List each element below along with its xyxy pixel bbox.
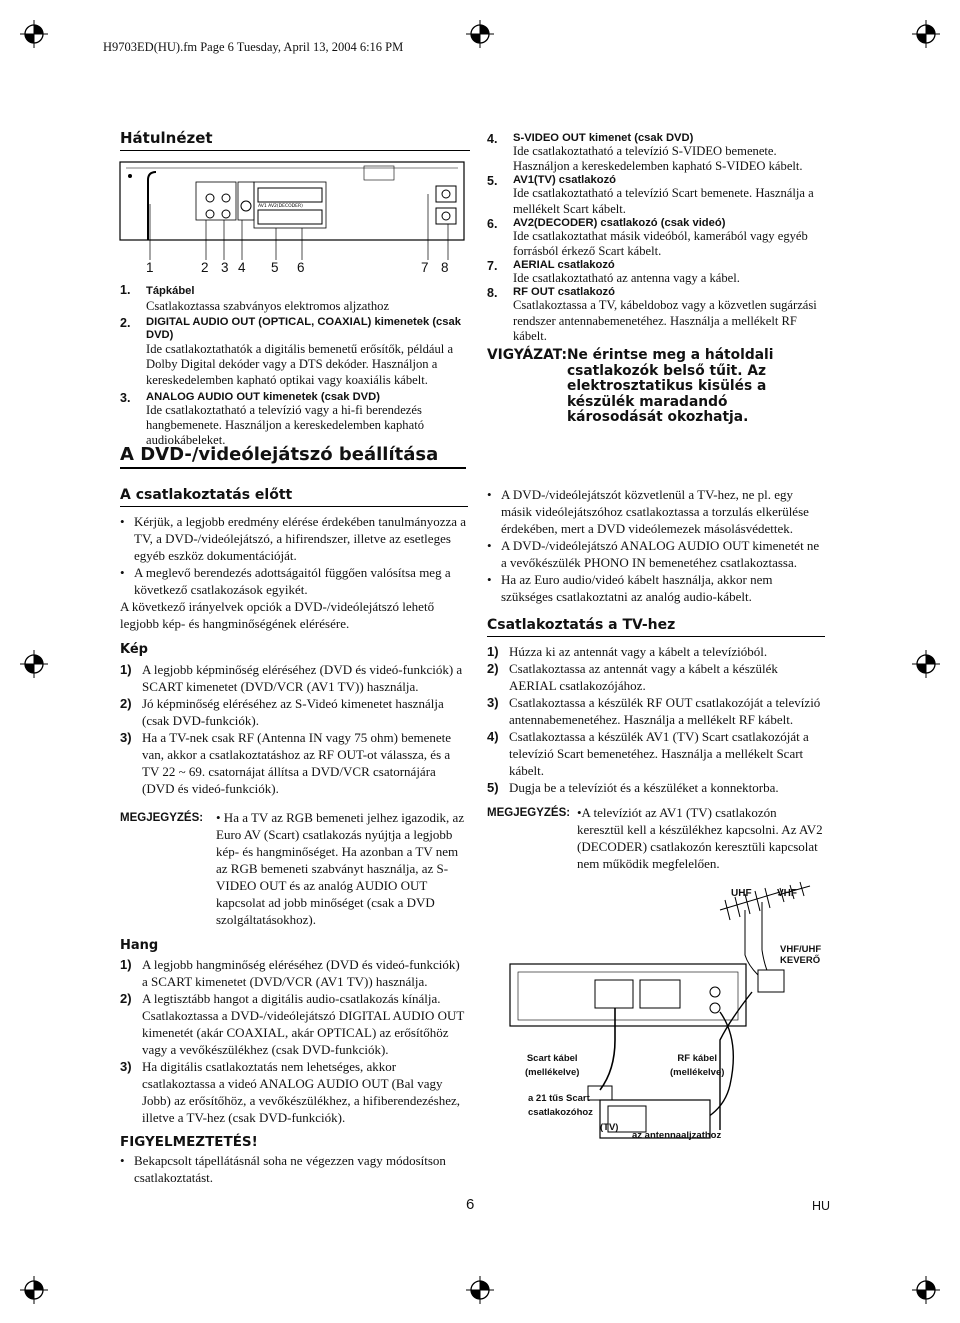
file-info-header: H9703ED(HU).fm Page 6 Tuesday, April 13, 2004 6:16 PM	[103, 40, 404, 54]
warning-label: VIGYÁZAT:	[487, 347, 567, 363]
item-title: AV2(DECODER) csatlakozó (csak videó)	[513, 216, 726, 229]
title-rule	[120, 506, 468, 507]
before-title: A csatlakoztatás előtt	[120, 487, 293, 503]
registration-mark	[20, 20, 48, 48]
caution-list	[120, 1152, 468, 1186]
item-number: 1.	[120, 283, 131, 297]
sound-list	[120, 956, 468, 1126]
list-item: 3) Ha digitális csatlakoztatás nem lehetséges, akkor csatlakoztassa a videó ANALOG AUDIO OUT (Bal vagy Jobb) az erősítőhöz, a vevőkészülékhez, a hifiberendezéshez, illetve a TV-hez (csak DVD-funkciók).	[120, 1059, 460, 1125]
registration-mark	[20, 650, 48, 678]
rear-item-8	[487, 286, 817, 344]
list-item: 1) A legjobb képminőség eléréséhez (DVD és videó-funkciók) a SCART kimenetet (DVD/VCR (AV1 TV)) használja.	[120, 662, 463, 694]
callout-6: 6	[297, 260, 305, 275]
tv-connect-title: Csatlakoztatás a TV-hez	[487, 617, 676, 633]
page-number: 6	[466, 1196, 475, 1213]
rear-item-6	[487, 217, 817, 259]
rear-item-5	[487, 174, 817, 216]
note-text: • Ha a TV az RGB bemeneti jelhez igazodik, az Euro AV (Scart) csatlakozás nyújtja a legjobb kép- és hangminőséget. Ha azonban a TV nem az RGB bemeneti szabványt használja, az S-VIDEO OUT és az analóg AUDIO OUT kapcsolat ad jobb minőséget (csak a DVD szolgáltatásokhoz).	[216, 810, 465, 927]
setup-title: A DVD-/videólejátszó beállítása	[120, 444, 439, 465]
item-title: DIGITAL AUDIO OUT (OPTICAL, COAXIAL) kimenetek (csak DVD)	[146, 316, 461, 342]
list-item: • Ha az Euro audio/videó kábelt használja, akkor nem szükséges csatlakoztatni az analóg audio-kábelt.	[487, 572, 773, 604]
setup-left-column	[120, 487, 468, 1186]
rear-items-right	[487, 132, 817, 344]
item-title: Tápkábel	[146, 285, 195, 297]
registration-mark	[466, 20, 494, 48]
note-2	[487, 804, 825, 872]
list-item: 4) Csatlakoztassa a készülék AV1 (TV) Scart csatlakozóját a televízió Scart bemenetéhez. Használja a mellékelt Scart kábelt.	[487, 729, 809, 778]
item-text: Ide csatlakoztathat másik videóból, kamerából vagy egyéb forrásból érkező Scart kábelt.	[513, 228, 808, 259]
note-label: MEGJEGYZÉS:	[487, 807, 571, 819]
item-text: Csatlakoztassa a TV, kábeldoboz vagy a közvetlen sugárzási rendszer antennabemenetéhez. Használja a mellékelt RF kábelt.	[513, 298, 817, 343]
scart-21-label: a 21 tűs Scart csatlakozóhoz	[528, 1093, 593, 1118]
rear-item-3	[120, 391, 465, 449]
list-item: • A DVD-/videólejátszót közvetlenül a TV-hez, ne pl. egy másik videólejátszóhoz csatlakoztassa a torzulás elkerülése érdekében, mert a DVD videólemezek másolásvédettek.	[487, 487, 809, 536]
callout-1: 1	[146, 260, 154, 275]
item-text: Ide csatlakoztatható a televízió Scart bemenete. Használja a mellékelt Scart kábelt.	[513, 186, 814, 216]
caution-title: FIGYELMEZTETÉS!	[120, 1134, 258, 1150]
right-bullets	[487, 486, 825, 605]
picture-list	[120, 661, 468, 797]
list-item: 2) A legtisztább hangot a digitális audio-csatlakozás kínálja. Csatlakoztassa a DVD-/videólejátszó DIGITAL AUDIO OUT kimenetét (akár COAXIAL, akár OPTICAL) az erősítőhöz vagy a vevőkészülékhez (csak DVD-funkciók).	[120, 991, 465, 1057]
item-number: 8.	[487, 286, 498, 301]
list-item: • Kérjük, a legjobb eredmény elérése érdekében tanulmányozza a TV, a DVD-/videólejátszó, a hifirendszer, illetve az esetleges egyéb eszköz dokumentációját.	[120, 514, 467, 563]
registration-mark	[466, 1276, 494, 1304]
rf-cable-label: RF kábel (mellékelve)	[670, 1053, 725, 1078]
callout-7: 7	[421, 260, 429, 275]
list-item: • Bekapcsolt tápellátásnál soha ne végezzen vagy módosítson csatlakoztatást.	[120, 1153, 446, 1185]
rear-view-title: Hátulnézet	[120, 129, 213, 147]
scart-cable-label: Scart kábel (mellékelve)	[525, 1053, 580, 1078]
callout-4: 4	[238, 260, 246, 275]
list-item: 5) Dugja be a televíziót és a készüléket a konnektorba.	[487, 780, 779, 795]
title-rule	[120, 467, 466, 469]
picture-title: Kép	[120, 642, 148, 657]
svg-text:AV1 AV2(DECODER): AV1 AV2(DECODER)	[258, 204, 303, 209]
warning-text: Ne érintse meg a hátoldali csatlakozók belső tűit. Az elektrosztatikus kisülés a készülék maradandó károsodását okozhatja.	[566, 347, 774, 425]
item-text: Csatlakoztassa szabványos elektromos aljzathoz	[146, 299, 390, 313]
item-text: Ide csatlakoztatható a televízió vagy a hi-fi berendezés hangbemenete. Használjon a kereskedelemben kapható audiokábeleket.	[146, 402, 424, 448]
title-rule	[120, 150, 470, 151]
note-text: •A televíziót az AV1 (TV) csatlakozón keresztül kell a készülékhez kapcsolni. Az AV2 (DECODER) csatlakozón keresztüli kapcsolat nem működik megfelelően.	[577, 805, 823, 871]
item-text: Ide csatlakoztathatók a digitális bemenetű erősítők, például a Dolby Digital dekóder vagy a DTS dekóder. Használjon a kereskedelemben kapható optikai vagy koaxiális kábelt.	[146, 342, 454, 387]
item-number: 4.	[487, 132, 498, 146]
item-title: AERIAL csatlakozó	[513, 259, 615, 272]
item-number: 6.	[487, 216, 498, 231]
rear-item-1	[120, 281, 465, 314]
item-number: 5.	[487, 174, 498, 189]
tv-connect-list	[487, 643, 825, 796]
list-item: 2) Csatlakoztassa az antennát vagy a kábelt a készülék AERIAL csatlakozójához.	[487, 661, 778, 693]
registration-mark	[20, 1276, 48, 1304]
rear-item-2	[120, 316, 465, 388]
list-item: 2) Jó képminőség eléréséhez az S-Videó kimenetet használja (csak DVD-funkciók).	[120, 696, 444, 728]
item-number: 7.	[487, 259, 498, 274]
list-item: 3) Csatlakoztassa a készülék RF OUT csatlakozóját a televízió antennabemenetéhez. Használja a mellékelt RF kábelt.	[487, 695, 821, 727]
sound-title: Hang	[120, 938, 159, 953]
item-number: 2.	[120, 316, 131, 331]
callout-3: 3	[221, 260, 229, 275]
language-code: HU	[812, 1199, 831, 1213]
vhf-label: VHF	[777, 888, 797, 899]
before-paragraph: A következő irányelvek opciók a DVD-/videólejátszó lehető legjobb kép- és hangminőségének elérésére.	[120, 599, 435, 631]
rear-item-4	[487, 132, 817, 174]
registration-mark	[912, 650, 940, 678]
uhf-label: UHF	[731, 888, 752, 899]
callout-8: 8	[441, 260, 449, 275]
callout-5: 5	[271, 260, 279, 275]
item-title: ANALOG AUDIO OUT kimenetek (csak DVD)	[146, 390, 380, 403]
list-item: • A DVD-/videólejátszó ANALOG AUDIO OUT kimenetét ne a vevőkészülék PHONO IN bemenetéhez csatlakoztassa.	[487, 538, 820, 570]
item-text: Ide csatlakoztatható a televízió S-VIDEO bemenete. Használjon a kereskedelemben kapható S-VIDEO kábelt.	[513, 144, 803, 174]
callout-2: 2	[201, 260, 209, 275]
rear-item-7	[487, 259, 817, 286]
registration-mark	[912, 1276, 940, 1304]
item-text: Ide csatlakoztatható az antenna vagy a kábel.	[513, 271, 740, 286]
tv-label: (TV)	[600, 1122, 619, 1133]
rear-items-left	[120, 281, 465, 448]
antenna-in-label: az antennaaljzathoz	[632, 1130, 722, 1141]
note-1	[120, 809, 468, 928]
list-item: • A meglevő berendezés adottságaitól függően valósítsa meg a következő csatlakozások egyikét.	[120, 565, 451, 597]
title-rule	[487, 636, 825, 637]
item-title: S-VIDEO OUT kimenet (csak DVD)	[513, 132, 694, 144]
list-item: 1) Húzza ki az antennát vagy a kábelt a televízióból.	[487, 644, 768, 659]
registration-mark	[912, 20, 940, 48]
item-title: AV1(TV) csatlakozó	[513, 174, 616, 187]
mixer-label: VHF/UHF KEVERŐ	[780, 944, 822, 966]
list-item: 3) Ha a TV-nek csak RF (Antenna IN vagy 75 ohm) bemenete van, akkor a csatlakoztatáshoz az RF OUT-ot válassza, és a TV 22 ~ 69. csatornájat állítsa a DVD/VCR csatornájára (DVD és videó-funkciók).	[120, 730, 452, 796]
note-label: MEGJEGYZÉS:	[120, 812, 204, 824]
before-list	[120, 513, 468, 632]
item-number: 3.	[120, 390, 131, 405]
rear-panel-diagram	[118, 160, 468, 275]
list-item: 1) A legjobb hangminőség eléréséhez (DVD és videó-funkciók) a SCART kimenetet (DVD/VCR (AV1 TV)) használja.	[120, 957, 460, 989]
warning-block	[487, 348, 787, 426]
setup-right-column	[487, 486, 825, 872]
item-title: RF OUT csatlakozó	[513, 286, 615, 299]
